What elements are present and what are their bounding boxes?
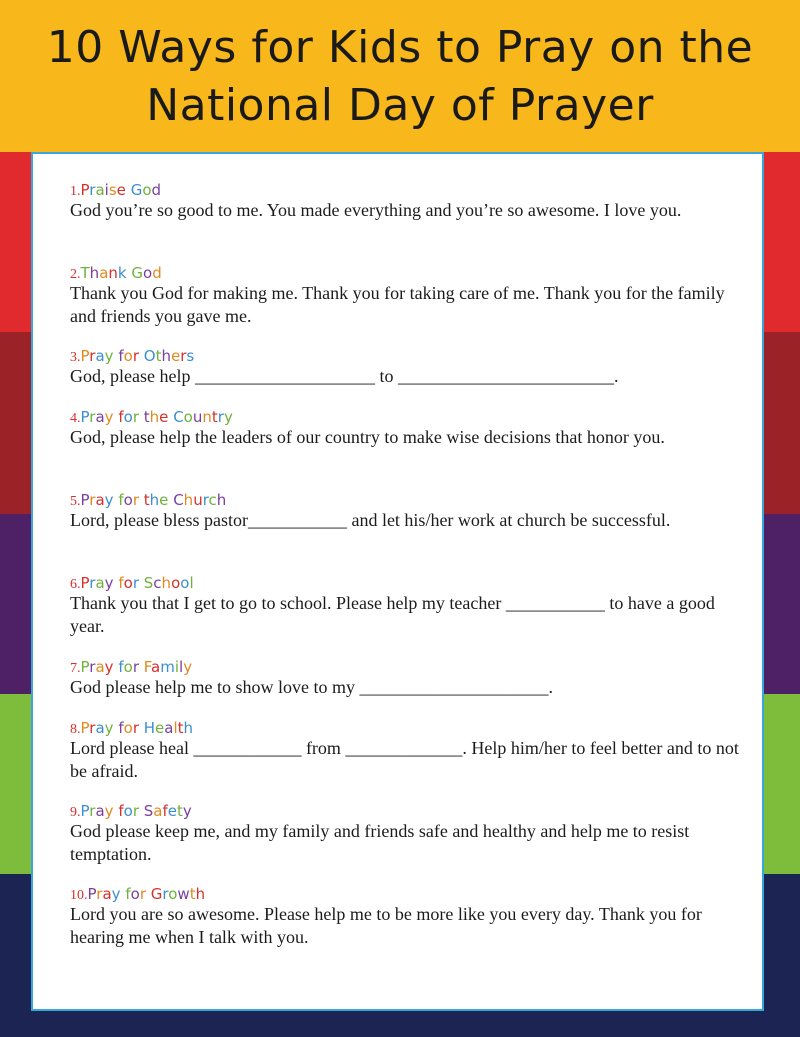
item-heading: Thank God (80, 264, 162, 282)
item-heading: Pray for the Country (80, 408, 233, 426)
item-heading: Pray for School (80, 574, 194, 592)
item-heading: Pray for Growth (87, 885, 206, 903)
item-number: 9. (70, 805, 81, 820)
item-prayer-text: God please help me to show love to my _____________________. (70, 677, 553, 697)
page-title-line-1: 10 Ways for Kids to Pray on the (46, 22, 754, 73)
item-number: 2. (70, 267, 81, 282)
item-prayer-text: Thank you God for making me. Thank you for taking care of me. Thank you for the family and friends you gave me. (70, 283, 725, 326)
prayer-item-8 (70, 719, 740, 783)
item-prayer-text: God please keep me, and my family and friends safe and healthy and help me to resist temptation. (70, 821, 690, 864)
item-heading: Pray for Others (80, 347, 195, 365)
item-prayer-text: Thank you that I get to go to school. Please help my teacher ___________ to have a good year. (70, 593, 715, 636)
item-prayer-text: Lord you are so awesome. Please help me to be more like you every day. Thank you for hearing me when I talk with you. (70, 904, 702, 947)
item-heading: Pray for Family (80, 658, 193, 676)
prayer-list-card (31, 152, 764, 1011)
item-prayer-text: Lord, please bless pastor___________ and let his/her work at church be successful. (70, 510, 671, 530)
item-number: 6. (70, 577, 81, 592)
prayer-item-2 (70, 264, 740, 328)
item-number: 5. (70, 494, 81, 509)
item-number: 8. (70, 722, 81, 737)
item-prayer-text: God, please help the leaders of our country to make wise decisions that honor you. (70, 427, 665, 447)
item-number: 4. (70, 411, 81, 426)
item-heading: Pray for the Church (80, 491, 227, 509)
prayer-item-6 (70, 574, 740, 638)
item-number: 1. (70, 184, 81, 199)
item-heading: Praise God (80, 181, 162, 199)
item-heading: Pray for Health (80, 719, 194, 737)
item-number: 7. (70, 661, 81, 676)
prayer-item-4 (70, 408, 740, 449)
item-prayer-text: God you’re so good to me. You made everything and you’re so awesome. I love you. (70, 200, 682, 220)
item-number: 10. (70, 888, 88, 903)
item-prayer-text: God, please help ____________________ to ________________________. (70, 366, 619, 386)
prayer-item-3 (70, 347, 740, 388)
prayer-item-1 (70, 181, 740, 222)
title-banner (0, 0, 800, 152)
prayer-item-7 (70, 658, 740, 699)
prayer-item-9 (70, 802, 740, 866)
prayer-item-5 (70, 491, 740, 532)
item-number: 3. (70, 350, 81, 365)
item-prayer-text: Lord please heal ____________ from _____________. Help him/her to feel better and to not be afraid. (70, 738, 739, 781)
item-heading: Pray for Safety (80, 802, 192, 820)
page-title-line-2: National Day of Prayer (146, 80, 654, 131)
prayer-item-10 (70, 885, 740, 949)
